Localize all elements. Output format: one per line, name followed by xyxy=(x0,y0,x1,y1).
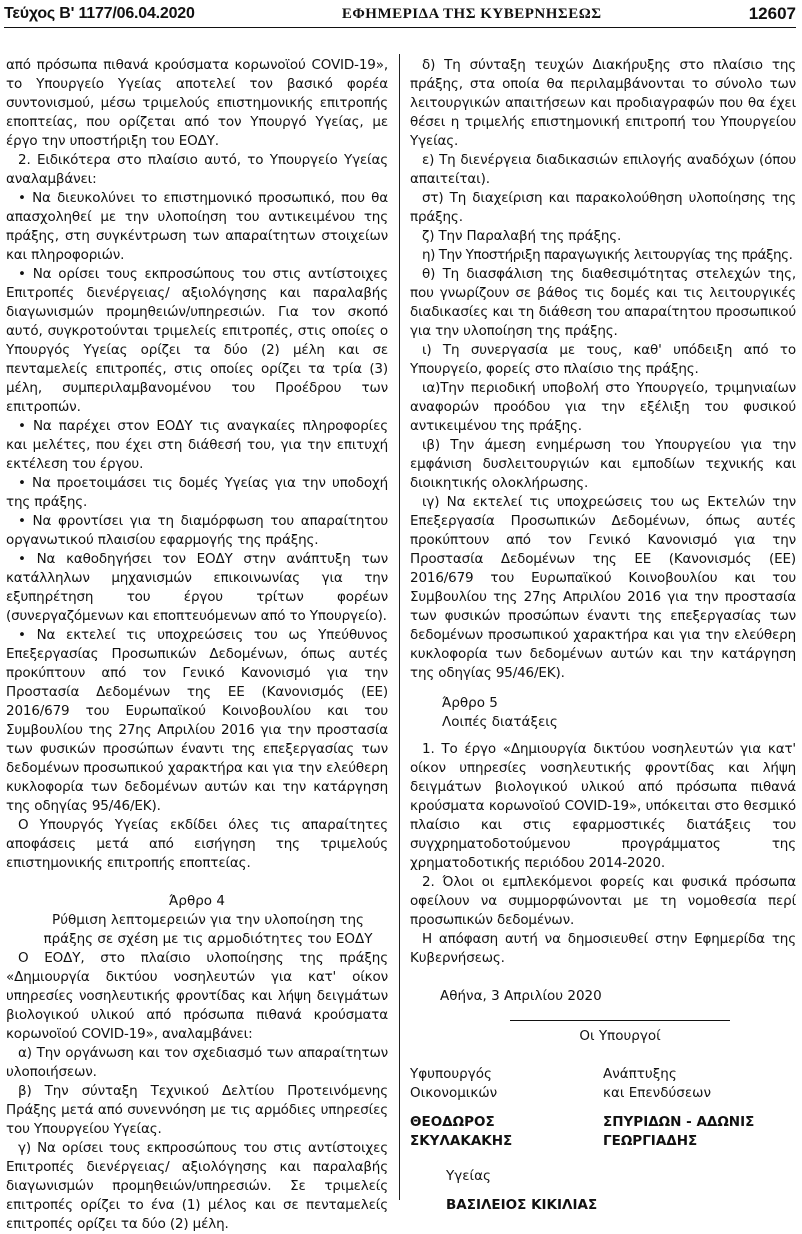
signer-role: Οικονομικών xyxy=(410,1085,498,1101)
signature-block xyxy=(446,1167,796,1215)
signer-name: ΘΕΟΔΩΡΟΣ xyxy=(410,1114,495,1130)
paragraph: από πρόσωπα πιθανά κρούσματα κορωνοϊού COVID-19», το Υπουργείο Υγείας αποτελεί τον βασικό φορέα συντονισμού, μέσω τριμελούς επιστημονικής επιτροπής εποπτείας, που ορίζεται από τον Υπουργό Υγείας, με έργο την υποστήριξη του ΕΟΔΥ. xyxy=(6,57,388,149)
bullet-item: • Να εκτελεί τις υποχρεώσεις του ως Υπεύθυνος Επεξεργασίας Προσωπικών Δεδομένων, όπως αυτές προκύπτουν από τον Γενικό Κανονισμό για την Προστασία Δεδομένων της ΕΕ (Κανονισμός (ΕΕ) 2016/679 του Ευρωπαϊκού Κοινοβουλίου και του Συμβουλίου της 27ης Απριλίου 2016 για την προστασία των φυσικών προσώπων έναντι της επεξεργασίας των δεδομένων προσωπικού χαρακτήρα και για την ελεύθερη κυκλοφορία των δεδομένων αυτών και την κατάργηση της οδηγίας 95/46/ΕΚ). xyxy=(6,627,388,814)
list-item: θ) Τη διασφάλιση της διαθεσιμότητας στελεχών της, που γνωρίζουν σε βάθος τις δομές και τις λειτουργικές διαδικασίες και τη διάθεση του απαραίτητου προσωπικού για την υλοποίηση της πράξης. xyxy=(410,266,796,339)
list-item: στ) Τη διαχείριση και παρακολούθηση υλοποίησης της πράξης. xyxy=(410,190,796,225)
signer-name: ΒΑΣΙΛΕΙΟΣ ΚΙΚΙΛΙΑΣ xyxy=(446,1197,598,1213)
signer-name: ΣΠΥΡΙΔΩΝ - ΑΔΩΝΙΣ xyxy=(603,1114,755,1130)
bullet-item: • Να φροντίσει για τη διαμόρφωση του απαραίτητου οργανωτικού πλαισίου εφαρμογής της πράξης. xyxy=(6,513,388,548)
paragraph: 2. Ειδικότερα στο πλαίσιο αυτό, το Υπουργείο Υγείας αναλαμβάνει: xyxy=(6,152,388,187)
article-4-subtitle: Ρύθμιση λεπτομερειών για την υλοποίηση της πράξης σε σχέση με τις αρμοδιότητες του ΕΟΔΥ xyxy=(43,912,373,947)
list-item: δ) Τη σύνταξη τευχών Διακήρυξης στο πλαίσιο της πράξης, στα οποία θα περιλαμβάνονται το σύνολο των λειτουργικών απαιτήσεων και προδιαγραφών που θα έχει θέσει η τριμελής επιστημονική επιτροπή του Υπουργείου Υγείας. xyxy=(410,57,796,149)
bullet-item: • Να καθοδηγήσει τον ΕΟΔΥ στην ανάπτυξη των κατάλληλων μηχανισμών επικοινωνίας για την εξυπηρέτηση του έργου τρίτων φορέων (συνεργαζόμενων και εποπτευόμενων από το Υπουργείο). xyxy=(6,551,388,624)
list-item: γ) Να ορίσει τους εκπροσώπους του στις αντίστοιχες Επιτροπές διενέργειας/ αξιολόγησης και παραλαβής διαγωνισμών προμηθειών/υπηρεσιών. Σε τριμελείς επιτροπές ορίζει το ένα (1) μέλος και σε πενταμελείς επιτροπές ορίζει τα δύο (2) μέλη. xyxy=(6,1140,388,1232)
signer-role: Ανάπτυξης xyxy=(603,1066,677,1082)
bullet-item: • Να ορίσει τους εκπροσώπους του στις αντίστοιχες Επιτροπές διενέργειας/ αξιολόγησης και παραλαβής διαγωνισμών προμηθειών/υπηρεσιών. Για τον σκοπό αυτό, συγκροτούνται τριμελείς επιτροπές, στις οποίες ο Υπουργός Υγείας ορίζει τα δύο (2) μέλη και σε πενταμελείς επιτροπές, στις οποίες ορίζει τα τρία (3) μέλη, συμπεριλαμβανομένου του Προέδρου των επιτροπών. xyxy=(6,266,388,415)
page-number: 12607 xyxy=(748,4,796,23)
bullet-item: • Να διευκολύνει το επιστημονικό προσωπικό, που θα απασχοληθεί με την υλοποίηση του αντικειμένου της πράξης, στη συγκέντρωση των απαραίτητων στοιχείων και πληροφοριών. xyxy=(6,190,388,263)
bullet-item: • Να παρέχει στον ΕΟΔΥ τις αναγκαίες πληροφορίες και μελέτες, που έχει στη διάθεσή του, για την επιτυχή εκτέλεση του έργου. xyxy=(6,418,388,472)
list-item: ιβ) Την άμεση ενημέρωση του Υπουργείου για την εμφάνιση δυσλειτουργιών και εμποδίων τεχνικής και διοικητικής ολοκλήρωσης. xyxy=(410,437,796,491)
signer-role: Υγείας xyxy=(446,1168,491,1184)
list-item: ζ) Την Παραλαβή της πράξης. xyxy=(422,228,622,244)
list-item: ε) Τη διενέργεια διαδικασιών επιλογής αναδόχων (όπου απαιτείται). xyxy=(410,152,796,187)
bullet-item: • Να προετοιμάσει τις δομές Υγείας για την υποδοχή της πράξης. xyxy=(6,475,388,510)
list-item: η) Την Υποστήριξη παραγωγικής λειτουργίας της πράξης. xyxy=(422,247,793,263)
signer-role: και Επενδύσεων xyxy=(603,1085,711,1101)
list-item: ιγ) Να εκτελεί τις υποχρεώσεις του ως Εκτελών την Επεξεργασία Προσωπικών Δεδομένων, όπως αυτές προκύπτουν από τον Γενικό Κανονισμό για την Προστασία Δεδομένων της ΕΕ (Κανονισμός (ΕΕ) 2016/679 του Ευρωπαϊκού Κοινοβουλίου και του Συμβουλίου της 27ης Απριλίου 2016 για την προστασία των φυσικών προσώπων έναντι της επεξεργασίας των δεδομένων προσωπικού χαρακτήρα και για την ελεύθερη κυκλοφορία των δεδομένων αυτών και την κατάργηση της οδηγίας 95/46/ΕΚ). xyxy=(410,494,796,681)
signature-block xyxy=(603,1065,796,1151)
signature-group-label: Οι Υπουργοί xyxy=(510,1020,730,1046)
article-5-subtitle: Λοιπές διατάξεις xyxy=(442,714,558,730)
signer-name: ΣΚΥΛΑΚΑΚΗΣ xyxy=(410,1133,513,1149)
list-item: ια)Την περιοδική υποβολή στο Υπουργείο, τριμηνιαίων αναφορών προόδου για την εξέλιξη του φυσικού αντικειμένου της πράξης. xyxy=(410,380,796,434)
list-item: β) Την σύνταξη Τεχνικού Δελτίου Προτεινόμενης Πράξης μετά από συνεννόηση με τις αρμόδιες υπηρεσίες του Υπουργείου Υγείας. xyxy=(6,1083,388,1137)
paragraph: Ο Υπουργός Υγείας εκδίδει όλες τις απαραίτητες αποφάσεις μετά από εισήγηση της τριμελούς επιστημονικής επιτροπής εποπτείας. xyxy=(6,817,388,871)
signer-role: Υφυπουργός xyxy=(410,1066,492,1082)
column-divider xyxy=(399,54,400,1200)
article-5-title: Άρθρο 5 xyxy=(442,695,498,711)
signature-date: Αθήνα, 3 Απριλίου 2020 xyxy=(440,988,602,1004)
signer-name: ΓΕΩΡΓΙΑΔΗΣ xyxy=(603,1133,698,1149)
article-4-title: Άρθρο 4 xyxy=(169,893,225,909)
signature-grid xyxy=(410,1065,796,1151)
paragraph: 2. Όλοι οι εμπλεκόμενοι φορείς και φυσικά πρόσωπα οφείλουν να συμμορφώνονται με τη νομοθεσία περί προσωπικών δεδομένων. xyxy=(410,874,796,928)
list-item: α) Την οργάνωση και τον σχεδιασμό των απαραίτητων υλοποιήσεων. xyxy=(6,1045,388,1080)
page-header xyxy=(4,4,796,28)
signature-block xyxy=(410,1065,603,1151)
issue-number: Τεύχος Β' 1177/06.04.2020 xyxy=(4,5,195,22)
right-column xyxy=(410,56,796,1215)
paragraph: Ο ΕΟΔΥ, στο πλαίσιο υλοποίησης της πράξης «Δημιουργία δικτύου νοσηλευτών για κατ' οίκον υπηρεσίες νοσηλευτικής φροντίδας και λήψη δειγμάτων βιολογικού υλικού από πρόσωπα πιθανά κρούσματα κορωνοϊού COVID-19», αναλαμβάνει: xyxy=(6,950,388,1042)
list-item: ι) Τη συνεργασία με τους, καθ' υπόδειξη από το Υπουργείο, φορείς στο πλαίσιο της πράξης. xyxy=(410,342,796,377)
left-column xyxy=(6,56,388,1234)
paragraph: 1. Το έργο «Δημιουργία δικτύου νοσηλευτών για κατ' οίκον υπηρεσίες νοσηλευτικής φροντίδας και λήψη δειγμάτων βιολογικού υλικού από πρόσωπα πιθανά κρούσματα κορωνοϊού COVID-19», υπόκειται στο θεσμικό πλαίσιο και στις εφαρμοστικές διατάξεις του συγχρηματοδοτούμενου προγράμματος της χρηματοδοτικής περιόδου 2014-2020. xyxy=(410,741,796,871)
journal-title: ΕΦΗΜΕΡΙΔΑ ΤΗΣ ΚΥΒΕΡΝΗΣΕΩΣ xyxy=(341,5,602,22)
paragraph: Η απόφαση αυτή να δημοσιευθεί στην Εφημερίδα της Κυβερνήσεως. xyxy=(410,931,796,966)
